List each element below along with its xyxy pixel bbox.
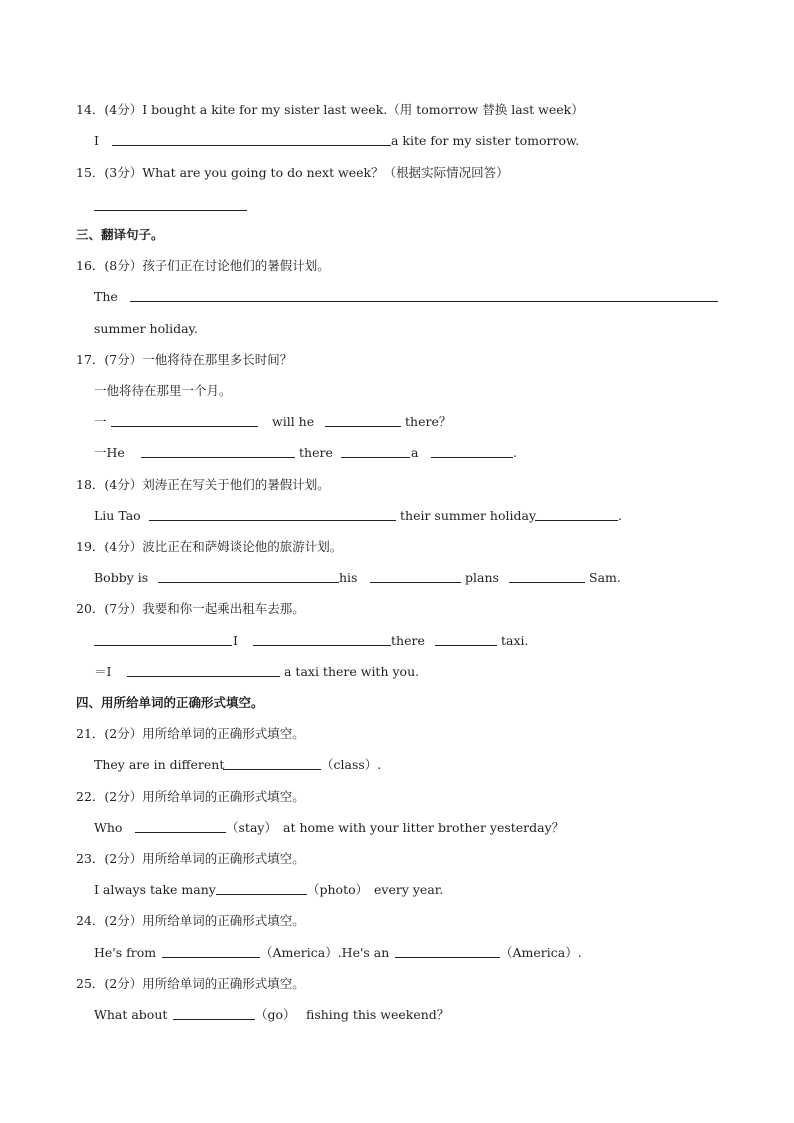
q17-answer-b-line [0,442,794,464]
q21-a-hint: （class）. [321,757,382,772]
q23-prompt-line [0,848,794,870]
q14-prompt: 14．(4分）I bought a kite for my sister last week.（用 tomorrow 替换 last week） [76,102,584,117]
q25-a-end: fishing this weekend？ [306,1007,450,1022]
q22-a-end: at home with your litter brother yesterday？ [283,820,565,835]
q20-prompt: 20．(7分）我要和你一起乘出租车去那。 [76,601,305,616]
q17-b-he: 一He [94,445,125,460]
q17-a-dash: 一 [94,414,107,429]
q16-answer-cont: summer holiday. [94,321,198,336]
q14-prompt-line [0,99,794,121]
q21-prompt-line [0,723,794,745]
q24-a-hint1: （America）.He's an [260,945,390,960]
q24-prompt: 24．(2分）用所给单词的正确形式填空。 [76,913,305,928]
q20-answer-a-line [0,630,794,652]
q21-blank[interactable] [223,769,321,770]
q17-b-there: there [299,445,333,460]
q17-prompt-line [0,349,794,371]
q16-answer-start: The [94,289,118,304]
q16-answer-cont-line [0,318,794,340]
q14-answer-blank[interactable] [112,145,391,146]
q15-answer-blank[interactable] [94,210,247,211]
q20-b-start: ＝I [94,664,112,679]
q25-answer-line [0,1004,794,1026]
q25-a-hint: （go） [255,1007,296,1022]
q17-blank-3[interactable] [141,457,295,458]
q23-a-start: I always take many [94,882,216,897]
q20-a-there: there [391,633,425,648]
q23-prompt: 23．(2分）用所给单词的正确形式填空。 [76,851,305,866]
q25-prompt-line [0,973,794,995]
q23-a-end: every year. [374,882,444,897]
q21-a-start: They are in different [94,757,225,772]
q24-blank-2[interactable] [395,957,500,958]
q17-blank-2[interactable] [325,426,401,427]
section4-heading: 四、用所给单词的正确形式填空。 [76,695,264,710]
q20-a-I: I [233,633,238,648]
q17-line2-text: 一他将待在那里一个月。 [94,383,232,398]
q18-a-liutao: Liu Tao [94,508,141,523]
q24-blank-1[interactable] [162,957,260,958]
q25-a-start: What about [94,1007,168,1022]
q17-a-there: there？ [405,414,452,429]
q15-prompt: 15．(3分）What are you going to do next week？（根据实际情况回答） [76,165,509,180]
q18-blank-1[interactable] [149,520,396,521]
section4-heading-line [0,692,794,714]
q19-prompt: 19．(4分）波比正在和萨姆谈论他的旅游计划。 [76,539,343,554]
q17-prompt: 17．(7分）一他将待在那里多长时间？ [76,352,293,367]
q15-prompt-line [0,162,794,184]
q25-prompt: 25．(2分）用所给单词的正确形式填空。 [76,976,305,991]
q20-blank-1[interactable] [94,645,232,646]
q22-a-start: Who [94,820,123,835]
q20-answer-b-line [0,661,794,683]
q20-b-end: a taxi there with you. [284,664,420,679]
q20-blank-3[interactable] [435,645,497,646]
q23-answer-line [0,879,794,901]
q24-prompt-line [0,910,794,932]
q17-a-will-he: will he [272,414,315,429]
q19-a-plans: plans [465,570,499,585]
q23-blank[interactable] [216,894,307,895]
q17-blank-4[interactable] [341,457,410,458]
q17-blank-1[interactable] [111,426,258,427]
q22-prompt: 22．(2分）用所给单词的正确形式填空。 [76,789,305,804]
q22-blank[interactable] [135,832,226,833]
q19-a-sam: Sam. [589,570,621,585]
q16-prompt-line [0,255,794,277]
q17-b-a: a [411,445,419,460]
q22-answer-line [0,817,794,839]
section3-heading: 三、翻译句子。 [76,227,164,242]
section3-heading-line [0,224,794,246]
q16-prompt: 16．(8分）孩子们正在讨论他们的暑假计划。 [76,258,330,273]
q15-answer-line [0,195,794,217]
q19-answer-line [0,567,794,589]
q24-answer-line [0,942,794,964]
q17-blank-5[interactable] [431,457,513,458]
q20-prompt-line [0,598,794,620]
q14-answer-line [0,130,794,152]
q14-answer-start: I [94,133,99,148]
q20-a-taxi: taxi. [501,633,529,648]
q18-blank-2[interactable] [535,520,618,521]
q18-answer-line [0,505,794,527]
q17-b-end: . [513,445,517,460]
q19-blank-3[interactable] [509,582,585,583]
q20-blank-4[interactable] [127,676,280,677]
q18-a-mid: their summer holiday [400,508,537,523]
q24-a-hint2: （America）. [500,945,582,960]
q17-line2 [0,380,794,402]
q18-a-end: . [618,508,622,523]
q22-a-hint: （stay） [226,820,277,835]
q21-answer-line [0,754,794,776]
q16-answer-line [0,286,794,308]
q17-answer-a-line [0,411,794,433]
q18-prompt-line [0,474,794,496]
q21-prompt: 21．(2分）用所给单词的正确形式填空。 [76,726,305,741]
q20-blank-2[interactable] [253,645,391,646]
q19-prompt-line [0,536,794,558]
q16-answer-blank[interactable] [130,301,718,302]
q18-prompt: 18．(4分）刘涛正在写关于他们的暑假计划。 [76,477,330,492]
q24-a-start: He's from [94,945,157,960]
q19-blank-1[interactable] [158,582,339,583]
q23-a-hint: （photo） [307,882,369,897]
q25-blank[interactable] [173,1019,255,1020]
q19-blank-2[interactable] [370,582,461,583]
q19-a-bobby: Bobby is [94,570,149,585]
q19-a-his: his [339,570,358,585]
q14-answer-end: a kite for my sister tomorrow. [391,133,580,148]
q22-prompt-line [0,786,794,808]
